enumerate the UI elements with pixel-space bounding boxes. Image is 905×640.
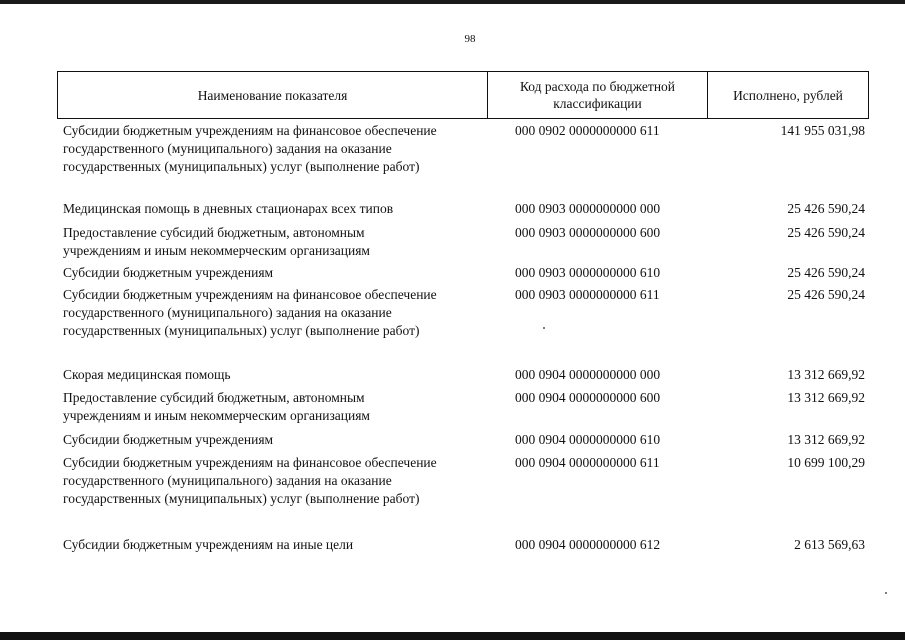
page-number: 98 [464,33,476,45]
header-amount-column: Исполнено, рублей [733,87,843,103]
scan-speck [885,592,887,594]
row-name: Предоставление субсидий бюджетным, автономным учреждениям и иным некоммерческим организациям [63,390,370,423]
row-code: 000 0904 0000000000 610 [515,432,661,447]
row-code: 000 0904 0000000000 611 [515,455,660,470]
table-header [57,71,869,119]
row-code: 000 0904 0000000000 612 [515,537,661,552]
row-code: 000 0903 0000000000 611 [515,287,660,302]
row-amount: 25 426 590,24 [787,225,865,240]
scan-speck [543,327,545,329]
row-name: Предоставление субсидий бюджетным, автономным учреждениям и иным некоммерческим организациям [63,225,370,258]
row-code: 000 0903 0000000000 000 [515,201,661,216]
row-name: Субсидии бюджетным учреждениям [63,432,274,447]
row-name: Скорая медицинская помощь [63,367,231,382]
header-code-column: Код расхода по бюджетной классификации [488,72,708,118]
row-name: Субсидии бюджетным учреждениям [63,265,274,280]
row-amount: 25 426 590,24 [787,201,865,216]
header-name-column: Наименование показателя [58,72,488,118]
scan-bottom-edge [0,632,905,640]
row-amount: 10 699 100,29 [787,455,865,470]
row-name: Субсидии бюджетным учреждениям на финансовое обеспечение государственного (муниципального) задания на оказание государственных (муниципальных) услуг (выполнение работ) [63,455,437,506]
scan-top-edge [0,0,905,4]
row-amount: 2 613 569,63 [794,537,865,552]
row-amount: 25 426 590,24 [787,265,865,280]
row-amount: 25 426 590,24 [787,287,865,302]
row-code: 000 0904 0000000000 600 [515,390,661,405]
row-amount: 13 312 669,92 [787,367,865,382]
row-amount: 13 312 669,92 [787,390,865,405]
row-name: Субсидии бюджетным учреждениям на финансовое обеспечение государственного (муниципального) задания на оказание государственных (муниципальных) услуг (выполнение работ) [63,123,437,174]
row-amount: 141 955 031,98 [780,123,865,138]
row-code: 000 0904 0000000000 000 [515,367,661,382]
row-code: 000 0902 0000000000 611 [515,123,660,138]
row-name: Субсидии бюджетным учреждениям на иные цели [63,537,354,552]
row-name: Субсидии бюджетным учреждениям на финансовое обеспечение государственного (муниципального) задания на оказание государственных (муниципальных) услуг (выполнение работ) [63,287,437,338]
row-name: Медицинская помощь в дневных стационарах всех типов [63,201,394,216]
row-amount: 13 312 669,92 [787,432,865,447]
row-code: 000 0903 0000000000 610 [515,265,661,280]
row-code: 000 0903 0000000000 600 [515,225,661,240]
